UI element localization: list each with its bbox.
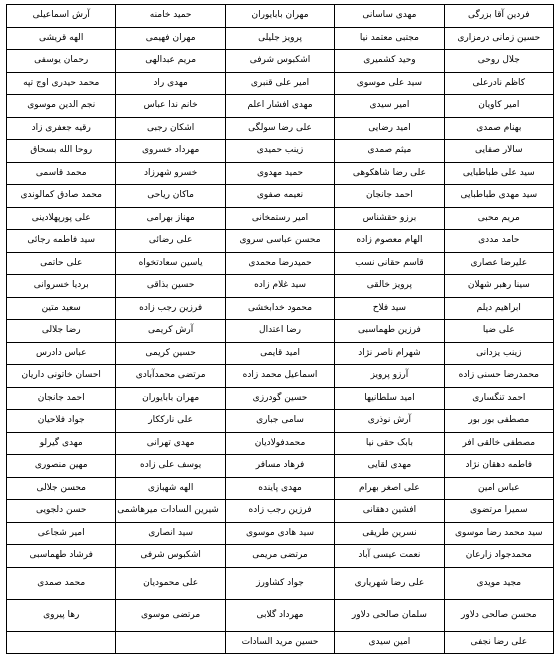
table-row <box>7 477 554 500</box>
table-cell: امیر علی قنبری <box>225 72 334 95</box>
table-cell: مصطفی بور بور <box>444 410 553 433</box>
table-cell: بابک حقی نیا <box>335 432 444 455</box>
table-cell: امید رضایی <box>335 117 444 140</box>
table-cell: مهناز بهرامی <box>116 207 225 230</box>
table-cell: مهدی لقایی <box>335 455 444 478</box>
table-cell: یوسف علی زاده <box>116 455 225 478</box>
table-cell: اشکان رجبی <box>116 117 225 140</box>
table-cell: روحا الله بسحاق <box>7 140 116 163</box>
table-cell: سید محمد رضا موسوی <box>444 522 553 545</box>
table-cell: یاسین سعادتخواه <box>116 252 225 275</box>
table-cell: علی ضیا <box>444 320 553 343</box>
table-cell: مرتضی مریمی <box>225 545 334 568</box>
table-row <box>7 72 554 95</box>
table-cell: فرزین رجب زاده <box>225 500 334 523</box>
table-cell: حسین زمانی درمزاری <box>444 27 553 50</box>
table-row <box>7 410 554 433</box>
table-cell: مریم محبی <box>444 207 553 230</box>
table-cell: جواد فلاحیان <box>7 410 116 433</box>
table-row <box>7 140 554 163</box>
table-row <box>7 162 554 185</box>
table-cell: علی رضا نجفی <box>444 631 553 654</box>
table-cell: محمد صمدی <box>7 567 116 599</box>
names-table-body <box>7 5 554 654</box>
table-cell: مجید مویدی <box>444 567 553 599</box>
table-cell: علی پورپهلادینی <box>7 207 116 230</box>
table-cell: جواد کشاورز <box>225 567 334 599</box>
table-row <box>7 500 554 523</box>
table-cell: امیر سیدی <box>335 95 444 118</box>
table-cell: شهرام ناصر نژاد <box>335 342 444 365</box>
table-cell: علی رضا شاهکوهی <box>335 162 444 185</box>
table-cell: سامی جباری <box>225 410 334 433</box>
table-cell: علی رضا سولگی <box>225 117 334 140</box>
table-cell: عباس امین <box>444 477 553 500</box>
table-row <box>7 185 554 208</box>
table-cell: حمید مهدوی <box>225 162 334 185</box>
table-cell: محمد صادق کمالوندی <box>7 185 116 208</box>
table-cell: اشکبوس شرفی <box>116 545 225 568</box>
table-cell: الهه شهبازی <box>116 477 225 500</box>
table-cell: علی نارککار <box>116 410 225 433</box>
table-cell: فرزین رجب زاده <box>116 297 225 320</box>
table-cell: حمیدرضا محمدی <box>225 252 334 275</box>
table-cell: برزو حقشناس <box>335 207 444 230</box>
table-cell: نعمت عیسی آباد <box>335 545 444 568</box>
table-row <box>7 365 554 388</box>
table-cell: مهران فهیمی <box>116 27 225 50</box>
table-cell: مهدی پاینده <box>225 477 334 500</box>
table-cell: مرتضی موسوی <box>116 599 225 631</box>
table-cell: مهدی ساسانی <box>335 5 444 28</box>
table-row <box>7 387 554 410</box>
table-row <box>7 252 554 275</box>
table-cell: رضا اعتدال <box>225 320 334 343</box>
table-cell: احمد تنگساری <box>444 387 553 410</box>
table-cell: مصطفی خالقی افر <box>444 432 553 455</box>
table-cell: اشکبوس شرفی <box>225 50 334 73</box>
table-cell: حمید خامنه <box>116 5 225 28</box>
table-cell: حسین بذاقی <box>116 275 225 298</box>
table-cell: کاظم نادرعلی <box>444 72 553 95</box>
table-cell: مهران بابایوران <box>116 387 225 410</box>
table-cell: محمدجواد زارعان <box>444 545 553 568</box>
table-cell: سید هادی موسوی <box>225 522 334 545</box>
table-cell: محمدفولادیان <box>225 432 334 455</box>
table-cell: حسن دلجویی <box>7 500 116 523</box>
table-cell: نجم الدین موسوی <box>7 95 116 118</box>
table-cell: محمد حیدری اوج تپه <box>7 72 116 95</box>
table-row <box>7 117 554 140</box>
table-cell: علی اصغر بهرام <box>335 477 444 500</box>
table-cell: رقیه جعفری زاد <box>7 117 116 140</box>
table-cell: علیرضا عصاری <box>444 252 553 275</box>
table-cell: سالار صفایی <box>444 140 553 163</box>
table-cell: رحمان یوسفی <box>7 50 116 73</box>
table-cell: سید فاطمه رجائی <box>7 230 116 253</box>
table-cell: جلال روحی <box>444 50 553 73</box>
table-row <box>7 297 554 320</box>
table-cell: احمد جانجان <box>7 387 116 410</box>
table-cell: آرش نوذری <box>335 410 444 433</box>
table-cell: امین سیدی <box>335 631 444 654</box>
table-cell: مجتبی معتمد نیا <box>335 27 444 50</box>
table-cell: سلمان صالحی دلاور <box>335 599 444 631</box>
table-cell: مریم عبدالهی <box>116 50 225 73</box>
table-cell: فرشاد طهماسبی <box>7 545 116 568</box>
table-cell: فرزین طهماسبی <box>335 320 444 343</box>
table-row <box>7 230 554 253</box>
table-row <box>7 275 554 298</box>
table-cell: سمیرا مرتضوی <box>444 500 553 523</box>
table-cell: افشین دهقانی <box>335 500 444 523</box>
table-cell: فردین آقا بزرگی <box>444 5 553 28</box>
table-cell: سعید متین <box>7 297 116 320</box>
table-cell: بردیا خسروانی <box>7 275 116 298</box>
table-cell: الهه قریشی <box>7 27 116 50</box>
table-cell <box>116 631 225 654</box>
table-cell: نسرین طریقی <box>335 522 444 545</box>
table-cell: پرویز خالقی <box>335 275 444 298</box>
table-cell: نعیمه صفوی <box>225 185 334 208</box>
table-cell: محمد قاسمی <box>7 162 116 185</box>
table-cell: علی حاتمی <box>7 252 116 275</box>
table-cell: وحید کشمیری <box>335 50 444 73</box>
table-cell: فرهاد مسافر <box>225 455 334 478</box>
table-cell: مهرداد خسروی <box>116 140 225 163</box>
table-row <box>7 567 554 599</box>
table-row <box>7 432 554 455</box>
table-row <box>7 50 554 73</box>
table-cell: سینا رهبر شهلان <box>444 275 553 298</box>
table-cell: احمد جانجان <box>335 185 444 208</box>
table-cell: ماکان ریاحی <box>116 185 225 208</box>
table-cell: مرتضی محمدآبادی <box>116 365 225 388</box>
table-cell: مهدی راد <box>116 72 225 95</box>
table-row <box>7 27 554 50</box>
table-cell: محمود خدابخشی <box>225 297 334 320</box>
table-cell: خسرو شهرزاد <box>116 162 225 185</box>
table-cell: آرزو پرویز <box>335 365 444 388</box>
table-cell: محسن عباسی سروی <box>225 230 334 253</box>
table-cell: امیر کاویان <box>444 95 553 118</box>
table-cell: قاسم حقانی نسب <box>335 252 444 275</box>
table-cell: امیر رستمخانی <box>225 207 334 230</box>
table-cell: آرش کریمی <box>116 320 225 343</box>
table-cell: سید علی موسوی <box>335 72 444 95</box>
table-cell: احسان خاتونی داریان <box>7 365 116 388</box>
table-cell <box>7 631 116 654</box>
table-cell: امید سلطانیها <box>335 387 444 410</box>
table-cell: مهین منصوری <box>7 455 116 478</box>
table-cell: مهرداد گلابی <box>225 599 334 631</box>
table-cell: محسن صالحی دلاور <box>444 599 553 631</box>
table-cell: سید انصاری <box>116 522 225 545</box>
table-cell: الهام معصوم زاده <box>335 230 444 253</box>
table-cell: مهدی گیرلو <box>7 432 116 455</box>
table-cell: شیرین السادات میرهاشمی <box>116 500 225 523</box>
table-cell: علی رضائی <box>116 230 225 253</box>
table-cell: رها پیروی <box>7 599 116 631</box>
table-cell: میثم صمدی <box>335 140 444 163</box>
table-cell: پرویز جلیلی <box>225 27 334 50</box>
table-cell: حسین کریمی <box>116 342 225 365</box>
table-cell: مهران بابایوران <box>225 5 334 28</box>
table-cell: خانم ندا عباس <box>116 95 225 118</box>
table-cell: زینب یزدانی <box>444 342 553 365</box>
table-cell: سید علی طباطبایی <box>444 162 553 185</box>
table-cell: سید مهدی طباطبایی <box>444 185 553 208</box>
table-cell: رضا جلالی <box>7 320 116 343</box>
table-cell: بهنام صمدی <box>444 117 553 140</box>
table-cell: اسماعیل محمد زاده <box>225 365 334 388</box>
table-row <box>7 522 554 545</box>
table-row <box>7 320 554 343</box>
names-table <box>6 4 554 654</box>
table-cell: حامد مددی <box>444 230 553 253</box>
table-row <box>7 95 554 118</box>
table-cell: امیر شجاعی <box>7 522 116 545</box>
table-cell: آرش اسماعیلی <box>7 5 116 28</box>
table-row <box>7 455 554 478</box>
table-cell: ابراهیم دیلم <box>444 297 553 320</box>
table-cell: امید قایمی <box>225 342 334 365</box>
table-cell: سید غلام زاده <box>225 275 334 298</box>
table-cell: علی رضا شهریاری <box>335 567 444 599</box>
table-row <box>7 631 554 654</box>
table-cell: فاطمه دهقان نژاد <box>444 455 553 478</box>
table-row <box>7 545 554 568</box>
table-cell: سید فلاح <box>335 297 444 320</box>
table-cell: عباس دادرس <box>7 342 116 365</box>
table-cell: حسین گودرزی <box>225 387 334 410</box>
table-cell: مهدی افشار اعلم <box>225 95 334 118</box>
table-cell: محمدرضا حسنی زاده <box>444 365 553 388</box>
table-cell: حسین مرید السادات <box>225 631 334 654</box>
table-row <box>7 599 554 631</box>
table-cell: زینب حمیدی <box>225 140 334 163</box>
table-row <box>7 5 554 28</box>
table-row <box>7 342 554 365</box>
table-cell: محسن جلالی <box>7 477 116 500</box>
table-row <box>7 207 554 230</box>
table-cell: علی محمودیان <box>116 567 225 599</box>
table-cell: مهدی تهرانی <box>116 432 225 455</box>
